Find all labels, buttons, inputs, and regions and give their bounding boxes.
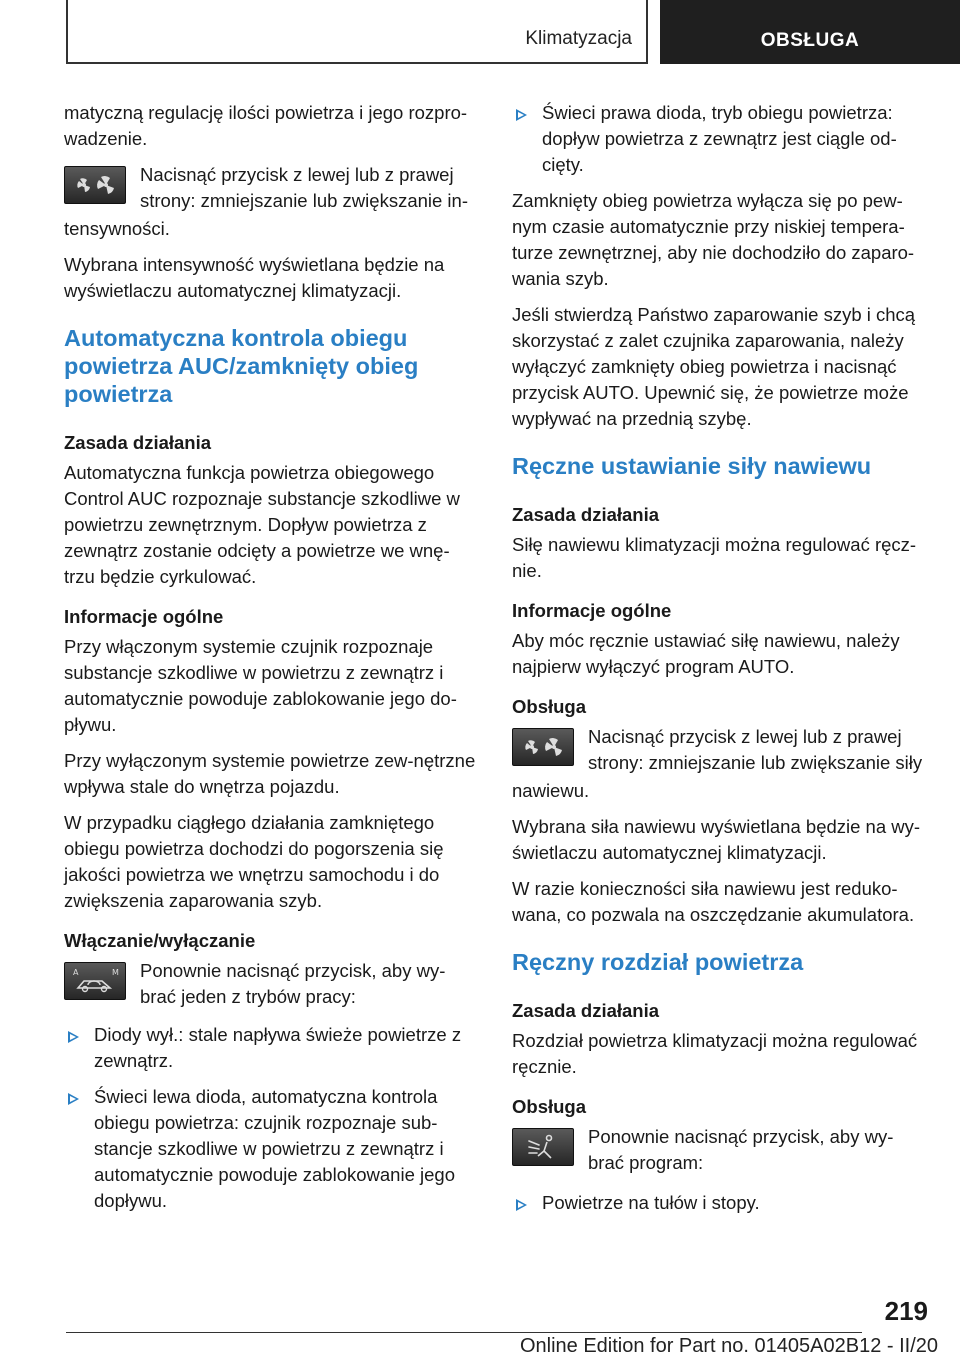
paragraph: matyczną regulację ilości powietrza i jego rozpro-wadzenie. [64,102,468,149]
paragraph: Siłę nawiewu klimatyzacji można regulować ręcz-nie. [512,534,917,581]
paragraph: Wybrana siła nawiewu wyświetlana będzie na wy-świetlaczu automatycznej klimatyzacji. [512,816,921,863]
subheading-principle: Zasada działania [64,432,212,453]
section-heading-auc: Automatyczna kontrola obiegu powietrza AUC/zamknięty obieg powietrza [64,325,419,407]
bullet-triangle-icon [516,1199,527,1211]
right-column [512,100,926,1226]
footer-edition: Online Edition for Part no. 01405A02B12 - II/20 [519,1335,938,1357]
paragraph: W razie konieczności siła nawiewu jest reduko-wana, co pozwala na oszczędzanie akumulatora. [512,878,915,925]
svg-text:M: M [112,968,119,977]
chapter-tab [66,0,648,64]
paragraph: Zamknięty obieg powietrza wyłącza się po pew-nym czasie automatycznie przy niskiej tempera-turze zewnętrznej, aby nie dochodziło do zaparo-wania szyb. [512,190,915,289]
subheading-general: Informacje ogólne [64,606,224,627]
distribution-instruction [512,1124,926,1176]
subheading-principle: Zasada działania [512,504,660,525]
mode-list-continued [512,100,926,178]
fan-instruction [64,162,478,214]
recirculation-instruction [64,958,478,1010]
fan-instruction [512,724,926,776]
list-item: Świeci prawa dioda, tryb obiegu powietrza: dopływ powietrza z zewnątrz jest ciągle od-cięty. [512,100,926,178]
footer-divider [66,1332,862,1333]
list-item: Powietrze na tułów i stopy. [512,1190,926,1216]
instruction-continuation: nawiewu. [512,780,590,801]
subheading-principle: Zasada działania [512,1000,660,1021]
instruction-text: Nacisnąć przycisk z lewej lub z prawej strony: zmniejszanie lub zwiększanie siły [588,726,923,773]
bullet-triangle-icon [516,109,527,121]
paragraph: W przypadku ciągłego działania zamkniętego obiegu powietrza dochodzi do pogorszenia się jakości powietrza we wnętrzu samochodu i do zwiększenia zaparowania szyb. [64,812,444,911]
section-title: OBSŁUGA [760,30,860,51]
instruction-text: Ponownie nacisnąć przycisk, aby wy-brać jeden z trybów pracy: [140,960,446,1007]
instruction-text: Nacisnąć przycisk z lewej lub z prawej strony: zmniejszanie lub zwiększanie in- [140,164,468,211]
fan-speed-button-icon [512,728,574,766]
page-number: 219 [884,1296,928,1326]
subheading-operation: Obsługa [512,1096,587,1117]
paragraph: Przy włączonym systemie czujnik rozpoznaje substancje szkodliwe w powietrzu z zewnątrz i automatycznie powoduje zablokowanie jego do-pływu. [64,636,457,735]
instruction-text: Ponownie nacisnąć przycisk, aby wy-brać program: [588,1126,894,1173]
list-item: Diody wył.: stale napływa świeże powietrze z zewnątrz. [64,1022,478,1074]
paragraph: Wybrana intensywność wyświetlana będzie na wyświetlaczu automatycznej klimatyzacji. [64,254,445,301]
svg-text:A: A [73,968,79,977]
section-tab [660,0,960,64]
left-column [64,100,478,1224]
paragraph: Automatyczna funkcja powietrza obiegowego Control AUC rozpoznaje substancje szkodliwe w powietrzu zewnętrznym. Dopływ powietrza z zewnątrz zostanie odcięty a powietrze we wnę-trzu będzie cyrkulować. [64,462,460,587]
subheading-onoff: Włączanie/wyłączanie [64,930,256,951]
mode-list [64,1022,478,1214]
air-distribution-button-icon [512,1128,574,1166]
paragraph: Przy wyłączonym systemie powietrze zew-nętrzne wpływa stale do wnętrza pojazdu. [64,750,476,797]
list-item: Świeci lewa dioda, automatyczna kontrola obiegu powietrza: czujnik rozpoznaje sub-stancje szkodliwe w powietrzu z zewnątrz i automatycznie powoduje zablokowanie jego dopływu. [64,1084,478,1214]
program-list [512,1190,926,1216]
subheading-operation: Obsługa [512,696,587,717]
section-heading-distribution: Ręczny rozdział powietrza [512,949,804,975]
section-heading-manual-fan: Ręczne ustawianie siły nawiewu [512,453,872,479]
instruction-continuation: tensywności. [64,218,170,239]
paragraph: Rozdział powietrza klimatyzacji można regulować ręcznie. [512,1030,918,1077]
bullet-triangle-icon [68,1031,79,1043]
subheading-general: Informacje ogólne [512,600,672,621]
paragraph: Aby móc ręcznie ustawiać siłę nawiewu, należy najpierw wyłączyć program AUTO. [512,630,900,677]
paragraph: Jeśli stwierdzą Państwo zaparowanie szyb i chcą skorzystać z zalet czujnika zaparowania, należy wyłączyć zamknięty obieg powietrza i nacisnąć przycisk AUTO. Upewnić się, że powietrze może wypływać na przednią szybę. [512,304,916,429]
bullet-triangle-icon [68,1093,79,1105]
chapter-title: Klimatyzacja [525,28,632,49]
air-recirculation-button-icon [64,962,126,1000]
fan-speed-button-icon [64,166,126,204]
